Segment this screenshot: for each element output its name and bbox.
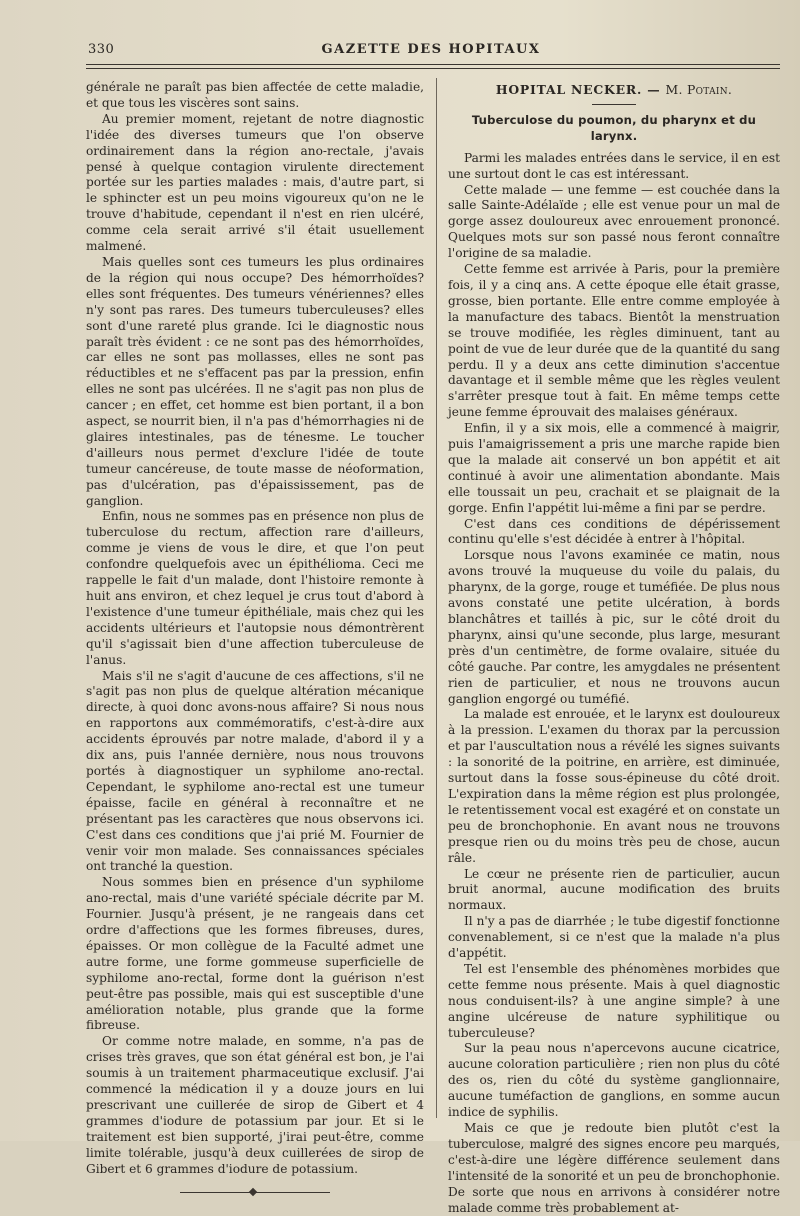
left-column [86, 80, 424, 1196]
paragraph: Mais quelles sont ces tumeurs les plus ordinaires de la région qui nous occupe? Des hémorrhoïdes? elles sont fréquentes. Des tumeurs vénériennes? elles n'y sont pas rares. Des tumeurs tuberculeuses? elles sont d'une rareté plus grande. Ici le diagnostic nous paraît très évident : ce ne sont pas des hémorrhoïdes, car elles ne sont pas mollasses, elles ne sont pas réductibles et ne s'effacent pas par la pression, enfin elles ne sont pas ulcérées. Il ne s'agit pas non plus de cancer ; en effet, cet homme est bien portant, il a bon aspect, se nourrit bien, il n'a pas d'hémorrhagies ni de glaires intestinales, pas de ténesme. Le toucher d'ailleurs nous permet d'exclure l'idée de toute tumeur cancéreuse, de toute masse de néoformation, pas d'ulcération, pas d'épaississement, pas de ganglion. [86, 254, 424, 508]
section-end-ornament [180, 1188, 330, 1196]
page-number: 330 [88, 42, 115, 57]
header-rule-bottom [86, 68, 780, 69]
paragraph: Enfin, nous ne sommes pas en présence non plus de tuberculose du rectum, affection rare d'ailleurs, comme je viens de vous le dire, et que l'on peut confondre quelquefois avec un épithélioma. Ceci me rappelle le fait d'un malade, dont l'histoire remonte à huit ans environ, et chez lequel je crus tout d'abord à l'existence d'une tumeur épithéliale, mais chez qui les accidents ultérieurs et l'autopsie nous démontrèrent qu'il s'agissait bien d'une affection tuberculeuse de l'anus. [86, 509, 424, 667]
paragraph: Sur la peau nous n'apercevons aucune cicatrice, aucune coloration particulière ; rien non plus du côté des os, rien du côté du système ganglionnaire, aucune tuméfaction de ganglions, en somme aucun indice de syphilis. [448, 1041, 780, 1120]
journal-title: GAZETTE DES HOPITAUX [321, 42, 541, 57]
paragraph: Enfin, il y a six mois, elle a commencé à maigrir, puis l'amaigrissement a pris une marche rapide bien que la malade ait conservé un bon appétit et ait continué à avoir une alimentation abondante. Mais elle toussait un peu, crachait et se plaignait de la gorge. Enfin l'appétit lui-même a fini par se perdre. [448, 421, 780, 515]
paragraph: Tel est l'ensemble des phénomènes morbides que cette femme nous présente. Mais à quel diagnostic nous conduisent-ils? à une angine simple? à une angine ulcéreuse de nature syphilitique ou tuberculeuse? [448, 961, 780, 1040]
paragraph: Lorsque nous l'avons examinée ce matin, nous avons trouvé la muqueuse du voile du palais, du pharynx, de la gorge, rouge et tuméfiée. De plus nous avons constaté une petite ulcération, à bords blanchâtres et taillés à pic, sur le côté droit du pharynx, ainsi qu'une seconde, plus large, mesurant près d'un centimètre, de forme ovalaire, située du côté gauche. Par contre, les amygdales ne présentent rien de particulier, et nous ne trouvons aucun ganglion engorgé ou tuméfié. [448, 548, 781, 706]
hospital-dash: — [642, 82, 666, 97]
column-divider [436, 78, 437, 1118]
hospital-author: M. Potain. [665, 82, 733, 97]
paragraph: C'est dans ces conditions de dépérissement continu qu'elle s'est décidée à entrer à l'hôpital. [448, 516, 780, 547]
article-subheading: Tuberculose du poumon, du pharynx et du larynx. [471, 112, 757, 143]
paragraph: Or comme notre malade, en somme, n'a pas de crises très graves, que son état général est bon, je l'ai soumis à un traitement pharmaceutique exclusif. J'ai commencé la médication il y a douze jours en lui prescrivant une cuillerée de sirop de Gibert et 4 grammes d'iodure de potassium par jour. Et si le traitement est bien supporté, j'irai peut-être, comme limite tolérable, jusqu'à deux cuillerées de sirop de Gibert et 6 grammes d'iodure de potassium. [86, 1034, 424, 1176]
paragraph: Le cœur ne présente rien de particulier, aucun bruit anormal, aucune modification des bruits normaux. [448, 866, 780, 913]
heading-rule [592, 104, 636, 105]
paragraph: La malade est enrouée, et le larynx est douloureux à la pression. L'examen du thorax par la percussion et par l'auscultation nous a révélé les signes suivants : la sonorité de la poitrine, en arrière, est diminuée, surtout dans la fosse sous-épineuse du côté droit. L'expiration dans la même région est plus prolongée, le retentissement vocal est exagéré et on constate un peu de bronchophonie. En avant nous ne trouvons presque rien ou du moins très peu de chose, aucun râle. [448, 707, 780, 865]
right-column [448, 80, 780, 1216]
paragraph: Au premier moment, rejetant de notre diagnostic l'idée des diverses tumeurs que l'on observe ordinairement dans la région ano-rectale, j'avais pensé à quelque contagion virulente directement portée sur les parties malades : mais, d'autre part, si le sphincter est un peu moins vigoureux qu'on ne le trouve d'habitude, cependant il n'est en rien ulcéré, comme cela serait arrivé s'il était usuellement malmené. [86, 111, 424, 254]
paragraph: générale ne paraît pas bien affectée de cette maladie, et que tous les viscères sont sains. [86, 80, 424, 110]
paragraph: Mais s'il ne s'agit d'aucune de ces affections, s'il ne s'agit pas non plus de quelque altération mécanique directe, à quoi donc avons-nous affaire? Si nous nous en rapportons aux commémoratifs, c'est-à-dire aux accidents éprouvés par notre malade, d'abord il y a dix ans, puis l'année dernière, nous nous trouvons portés à diagnostiquer un syphilome ano-rectal. Cependant, le syphilome ano-rectal est une tumeur épaisse, facile en général à reconnaître et ne présentant pas les caractères que nous observons ici. C'est dans ces conditions que j'ai prié M. Fournier de venir voir mon malade. Ses connaissances spéciales ont tranché la question. [86, 668, 424, 874]
hospital-name: HOPITAL NECKER. [495, 82, 643, 97]
paragraph: Cette femme est arrivée à Paris, pour la première fois, il y a cinq ans. A cette époque elle était grasse, grosse, bien portante. Elle entre comme employée à la manufacture des tabacs. Bientôt la menstruation se trouve modifiée, les règles diminuent, tant au point de vue de leur durée que de la quantité du sang perdu. Il y a deux ans cette diminution s'accentue davantage et il semble même que les règles veulent s'arrêter presque tout à fait. En même temps cette jeune femme éprouvait des malaises généraux. [448, 262, 780, 420]
paragraph: Mais ce que je redoute bien plutôt c'est la tuberculose, malgré des signes encore peu marqués, c'est-à-dire une légère différence seulement dans l'intensité de la sonorité et un peu de bronchophonie. De sorte que nous en arrivons à considérer notre malade comme très probablement at- [448, 1121, 780, 1215]
header-rule-top [86, 64, 780, 65]
page-header [86, 40, 776, 62]
paragraph: Cette malade — une femme — est couchée dans la salle Sainte-Adélaïde ; elle est venue pour un mal de gorge assez douloureux avec enrouement prononcé. Quelques mots sur son passé nous feront connaître l'origine de sa maladie. [448, 182, 780, 261]
paragraph: Il n'y a pas de diarrhée ; le tube digestif fonctionne convenablement, si ce n'est que la malade n'a plus d'appétit. [448, 914, 780, 961]
hospital-heading [448, 82, 780, 98]
paragraph: Parmi les malades entrées dans le service, il en est une surtout dont le cas est intéressant. [448, 150, 780, 181]
paragraph: Nous sommes bien en présence d'un syphilome ano-rectal, mais d'une variété spéciale décrite par M. Fournier. Jusqu'à présent, je ne rangeais dans cet ordre d'affections que les formes fibreuses, dures, épaisses. Or mon collègue de la Faculté admet une autre forme, une forme gommeuse superficielle de syphilome ano-rectal, forme dont la guérison n'est peut-être pas possible, mais qui est susceptible d'une amélioration notable, plus grande que la forme fibreuse. [86, 875, 424, 1033]
